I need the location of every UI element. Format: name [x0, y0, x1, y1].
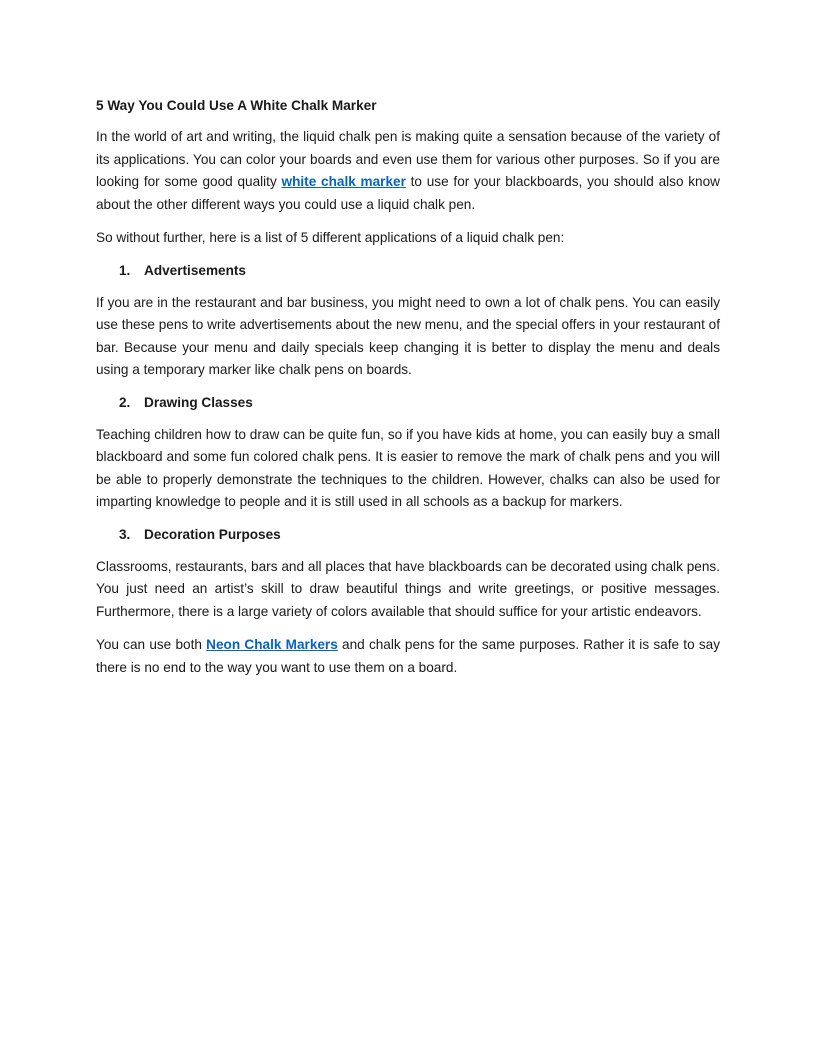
section-body-drawing-classes: Teaching children how to draw can be quite fun, so if you have kids at home, you can easily buy a small blackboard and some fun colored chalk pens. It is easier to remove the mark of chalk pens and you will be able to properly demonstrate the techniques to the children. However, chalks can also be used for imparting knowledge to people and it is still used in all schools as a backup for markers.: [96, 426, 720, 509]
section-heading-text: Decoration Purposes: [144, 526, 281, 542]
section-number: 1.: [119, 262, 131, 278]
section-body-decoration-purposes: Classrooms, restaurants, bars and all places that have blackboards can be decorated using chalk pens. You just need an artist’s skill to draw beautiful things and write greetings, or positive messages. Furthermore, there is a large variety of colors available that should suffice for your artistic endeavors.: [96, 558, 720, 619]
closing-text-after: and chalk pens for the same purposes. Rather it is safe to say there is no end to the way you want to use them on a board.: [96, 637, 721, 675]
section-number: 2.: [119, 394, 131, 410]
section-heading-drawing-classes: [96, 393, 720, 413]
document-title: 5 Way You Could Use A White Chalk Marker: [96, 98, 377, 113]
section-heading-advertisements: [96, 261, 720, 281]
intro-text-before: In the world of art and writing, the liquid chalk pen is making quite a sensation because of the variety of its applications. You can color your boards and even use them for various other purposes. So if you are looking for some good quality: [96, 129, 720, 189]
section-heading-text: Drawing Classes: [144, 394, 253, 410]
section-heading-text: Advertisements: [144, 262, 246, 278]
section-number: 3.: [119, 526, 131, 542]
list-intro-paragraph: So without further, here is a list of 5 different applications of a liquid chalk pen:: [96, 230, 565, 245]
closing-text-before: You can use both: [96, 637, 207, 652]
neon-chalk-markers-link[interactable]: Neon Chalk Markers: [206, 637, 338, 652]
closing-paragraph: [96, 634, 720, 679]
white-chalk-marker-link[interactable]: white chalk marker: [281, 174, 406, 189]
section-heading-decoration-purposes: [96, 525, 720, 545]
section-body-advertisements: If you are in the restaurant and bar business, you might need to own a lot of chalk pens. You can easily use these pens to write advertisements about the new menu, and the special offers in your restaurant of bar. Because your menu and daily specials keep changing it is better to display the menu and deals using a temporary marker like chalk pens on boards.: [96, 294, 720, 377]
intro-paragraph: [96, 126, 720, 216]
intro-text-after: to use for your blackboards, you should also know about the other different ways you could use a liquid chalk pen.: [96, 174, 720, 212]
document-page: [96, 96, 720, 690]
